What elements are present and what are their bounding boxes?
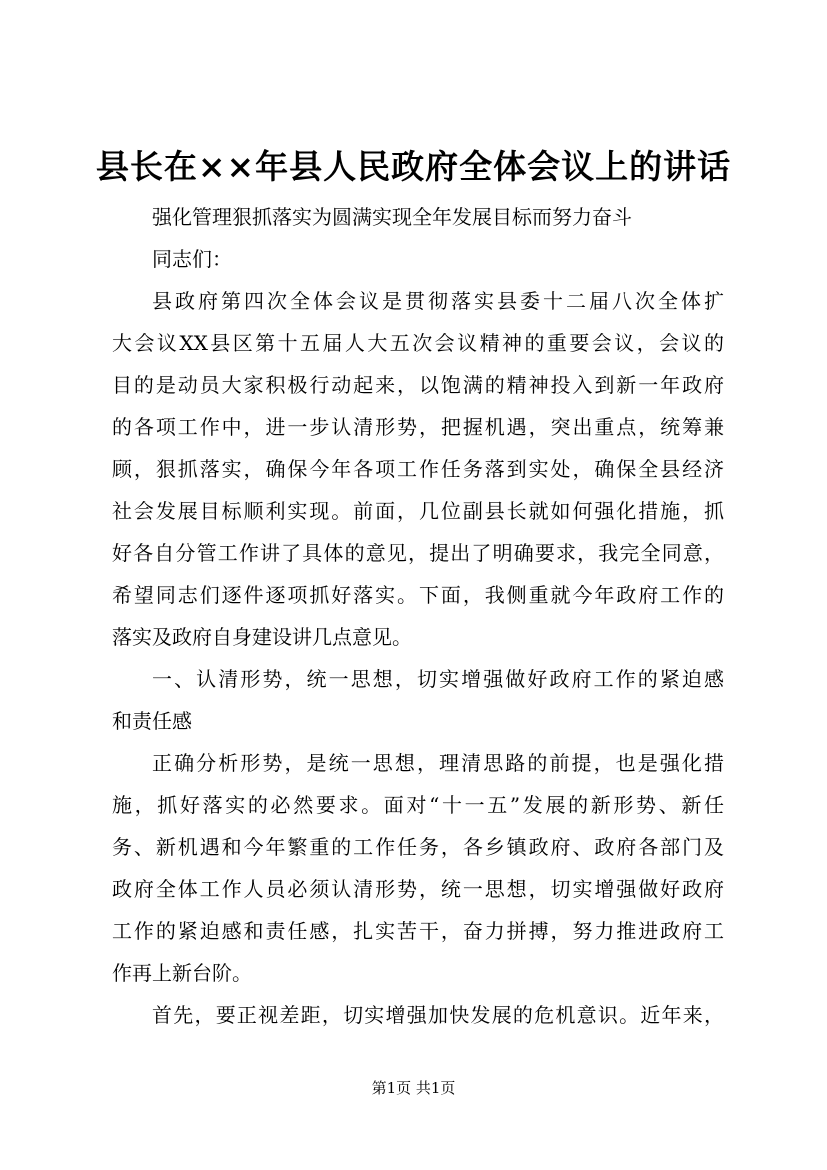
paragraph-line: 的各项工作中，进一步认清形势，把握机遇，突出重点，统筹兼 (112, 415, 724, 439)
paragraph-line: 社会发展目标顺利实现。前面，几位副县长就如何强化措施，抓 (112, 499, 724, 523)
paragraph-line: 目的是动员大家积极行动起来，以饱满的精神投入到新一年政府 (112, 373, 724, 397)
section-heading-line: 一、认清形势，统一思想，切实增强做好政府工作的紧迫感 (152, 667, 724, 691)
paragraph-line: 作再上新台阶。 (112, 961, 252, 985)
paragraph-line: 好各自分管工作讲了具体的意见，提出了明确要求，我完全同意， (112, 541, 724, 565)
document-title: 县长在××年县人民政府全体会议上的讲话 (95, 147, 732, 186)
paragraph-line: 施，抓好落实的必然要求。面对“十一五”发展的新形势、新任 (112, 793, 724, 817)
paragraph-line: 希望同志们逐件逐项抓好落实。下面，我侧重就今年政府工作的 (112, 583, 724, 607)
paragraph-line: 务、新机遇和今年繁重的工作任务，各乡镇政府、政府各部门及 (112, 835, 724, 859)
paragraph-line: 县政府第四次全体会议是贯彻落实县委十二届八次全体扩 (152, 289, 724, 313)
subtitle-line: 强化管理狠抓落实为圆满实现全年发展目标而努力奋斗 (152, 205, 632, 229)
document-body (112, 196, 724, 1036)
page-footer: 第1页 共1页 (371, 1079, 456, 1097)
paragraph-line: 工作的紧迫感和责任感，扎实苦干，奋力拼搏，努力推进政府工 (112, 919, 724, 943)
section-heading-line: 和责任感 (112, 709, 192, 733)
paragraph-line: 政府全体工作人员必须认清形势，统一思想，切实增强做好政府 (112, 877, 724, 901)
salutation-line: 同志们： (152, 247, 232, 271)
paragraph-line: 大会议XX县区第十五届人大五次会议精神的重要会议，会议的 (112, 331, 724, 355)
paragraph-line: 正确分析形势，是统一思想，理清思路的前提，也是强化措 (152, 751, 724, 775)
paragraph-line: 落实及政府自身建设讲几点意见。 (112, 625, 412, 649)
paragraph-line: 顾，狠抓落实，确保今年各项工作任务落到实处，确保全县经济 (112, 457, 724, 481)
paragraph-line: 首先，要正视差距，切实增强加快发展的危机意识。近年来， (152, 1003, 724, 1027)
